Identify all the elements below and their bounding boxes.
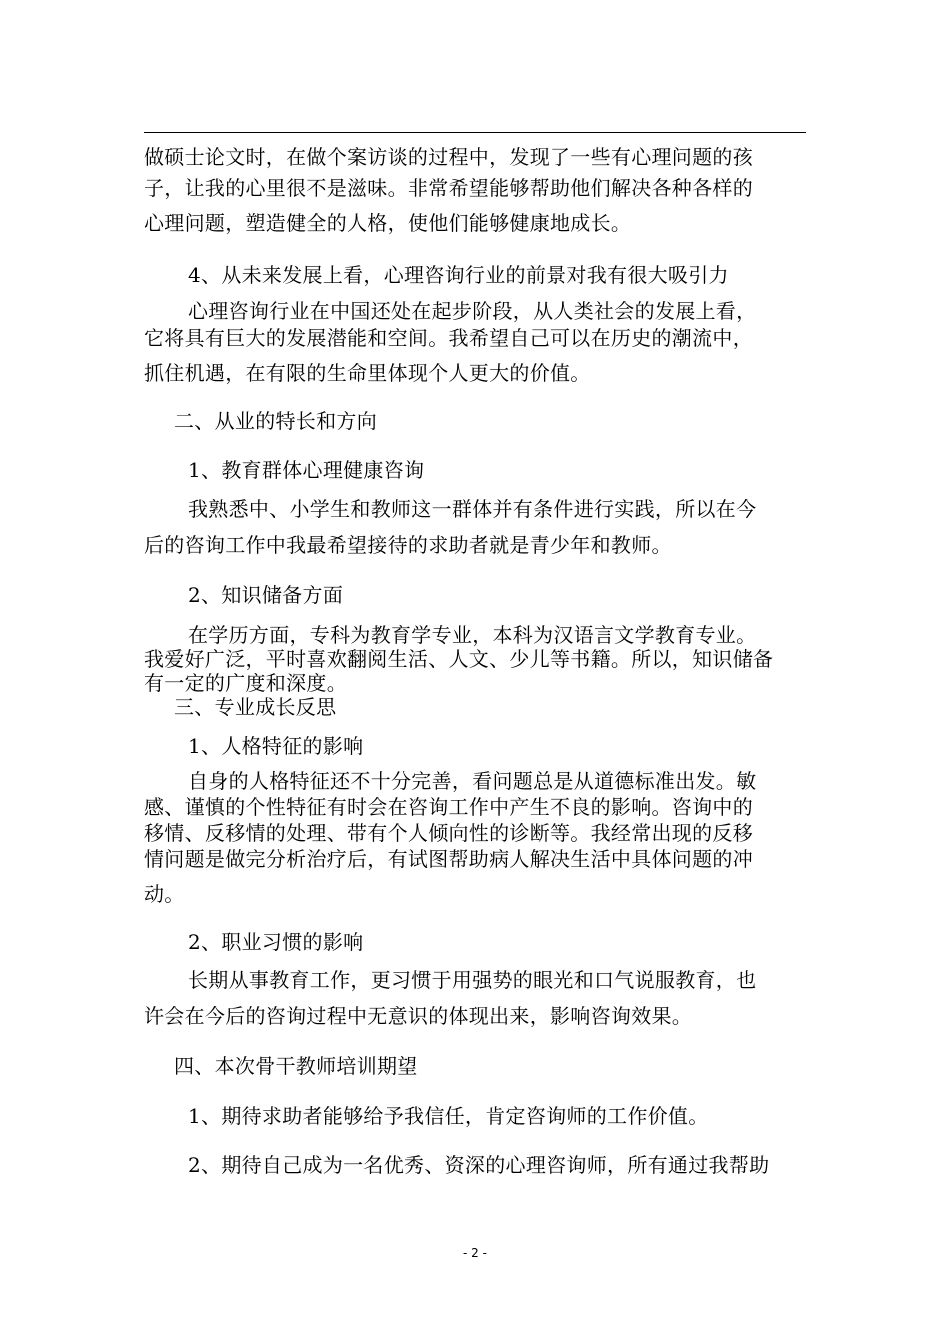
text-line: 2、期待自己成为一名优秀、资深的心理咨询师，所有通过我帮助 — [188, 1153, 770, 1177]
section-heading: 1、人格特征的影响 — [188, 734, 364, 758]
page-number: - 2 - — [463, 1246, 487, 1260]
text-line: 长期从事教育工作，更习惯于用强势的眼光和口气说服教育，也 — [188, 968, 757, 992]
section-heading: 1、教育群体心理健康咨询 — [188, 458, 425, 482]
text-line: 我爱好广泛，平时喜欢翻阅生活、人文、少儿等书籍。所以，知识储备 — [144, 647, 774, 671]
text-line: 1、期待求助者能够给予我信任，肯定咨询师的工作价值。 — [188, 1104, 709, 1128]
text-line: 自身的人格特征还不十分完善，看问题总是从道德标准出发。敏 — [188, 769, 757, 793]
header-rule — [144, 132, 806, 133]
text-line: 有一定的广度和深度。 — [144, 671, 347, 695]
text-line: 心理咨询行业在中国还处在起步阶段，从人类社会的发展上看， — [188, 299, 757, 323]
section-heading: 2、职业习惯的影响 — [188, 930, 364, 954]
text-line: 心理问题，塑造健全的人格，使他们能够健康地成长。 — [144, 211, 632, 235]
text-line: 动。 — [144, 882, 185, 906]
text-line: 子，让我的心里很不是滋味。非常希望能够帮助他们解决各种各样的 — [144, 176, 753, 200]
text-line: 情问题是做完分析治疗后，有试图帮助病人解决生活中具体问题的冲 — [144, 847, 753, 871]
text-line: 许会在今后的咨询过程中无意识的体现出来，影响咨询效果。 — [144, 1004, 693, 1028]
text-line: 做硕士论文时，在做个案访谈的过程中，发现了一些有心理问题的孩 — [144, 145, 753, 169]
text-line: 后的咨询工作中我最希望接待的求助者就是青少年和教师。 — [144, 533, 672, 557]
section-heading: 2、知识储备方面 — [188, 583, 344, 607]
text-line: 我熟悉中、小学生和教师这一群体并有条件进行实践，所以在今 — [188, 497, 757, 521]
section-heading: 二、从业的特长和方向 — [174, 409, 377, 433]
section-heading: 三、专业成长反思 — [174, 695, 337, 719]
text-line: 它将具有巨大的发展潜能和空间。我希望自己可以在历史的潮流中， — [144, 326, 753, 350]
section-heading: 4、从未来发展上看，心理咨询行业的前景对我有很大吸引力 — [188, 263, 729, 287]
text-line: 感、谨慎的个性特征有时会在咨询工作中产生不良的影响。咨询中的 — [144, 795, 753, 819]
section-heading: 四、本次骨干教师培训期望 — [174, 1054, 418, 1078]
text-line: 抓住机遇，在有限的生命里体现个人更大的价值。 — [144, 361, 591, 385]
text-line: 移情、反移情的处理、带有个人倾向性的诊断等。我经常出现的反移 — [144, 821, 753, 845]
text-line: 在学历方面，专科为教育学专业，本科为汉语言文学教育专业。 — [188, 623, 757, 647]
